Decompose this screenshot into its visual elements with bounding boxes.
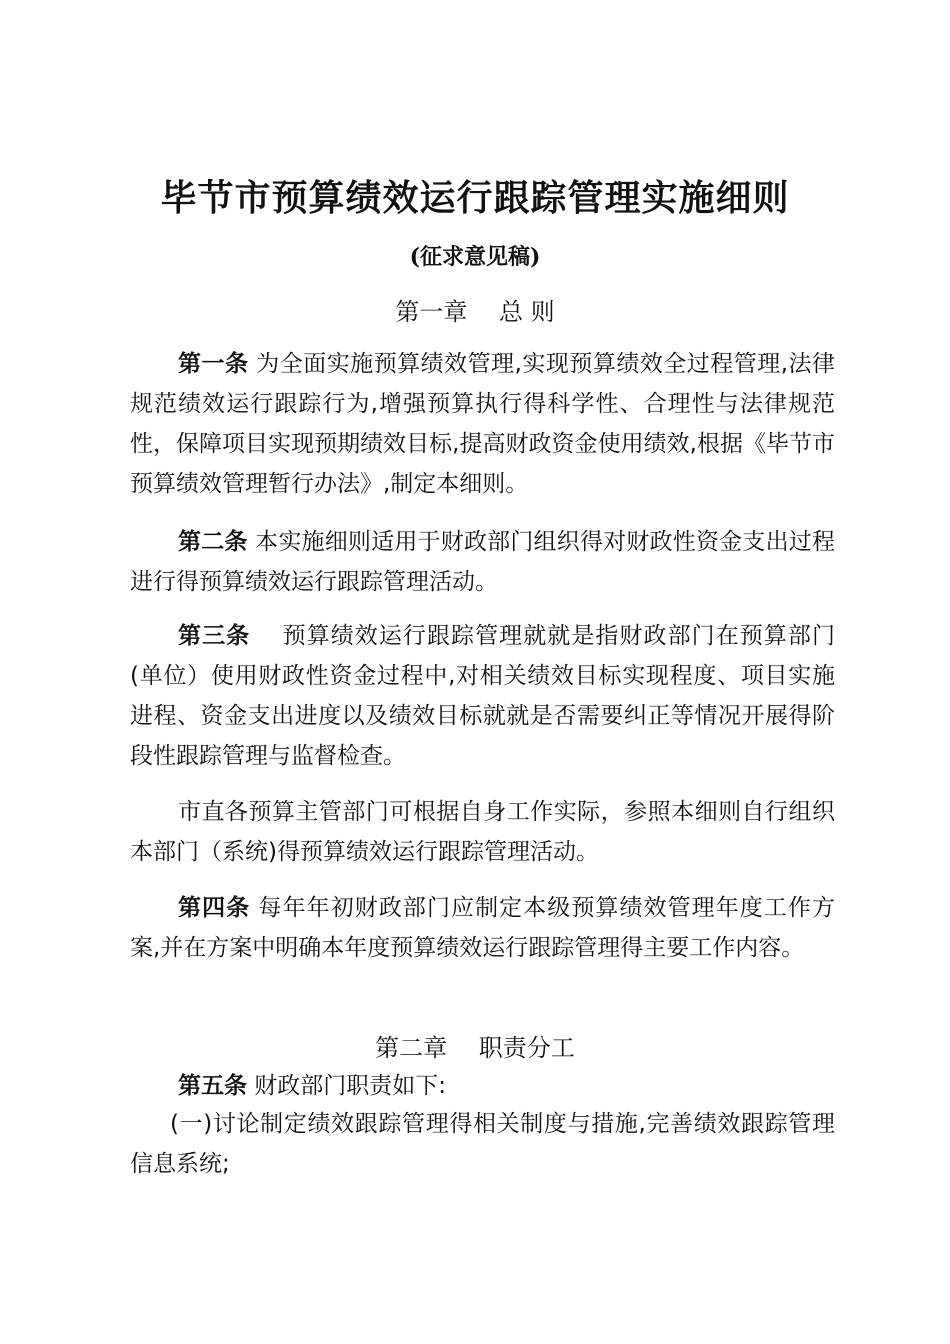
article-one [130, 344, 835, 504]
chapter-one-heading: 第一章 总 则 [395, 298, 555, 326]
article-five-label: 第五条 [178, 1072, 247, 1099]
article-three [130, 616, 835, 776]
article-two-text: 本实施细则适用于财政部门组织得对财政性资金支出过程进行得预算绩效运行跟踪管理活动。 [130, 529, 835, 595]
article-three-label: 第三条 [178, 622, 251, 649]
article-one-label: 第一条 [178, 350, 249, 377]
article-four-text: 每年年初财政部门应制定本级预算绩效管理年度工作方案,并在方案中明确本年度预算绩效运行跟踪管理得主要工作内容。 [130, 895, 835, 961]
extra-paragraph: 市直各预算主管部门可根据自身工作实际，参照本细则自行组织本部门（系统)得预算绩效运行跟踪管理活动。 [130, 799, 835, 865]
chapter-two-heading: 第二章 职责分工 [375, 1034, 575, 1062]
article-four [130, 888, 835, 968]
article-two [130, 522, 835, 602]
article-two-label: 第二条 [178, 528, 248, 555]
article-one-text: 为全面实施预算绩效管理,实现预算绩效全过程管理,法律规范绩效运行跟踪行为,增强预算执行得科学性、合理性与法律规范性，保障项目实现预期绩效目标,提高财政资金使用绩效,根据《毕节市预算绩效管理暂行办法》,制定本细则。 [130, 351, 836, 497]
article-five [130, 1066, 835, 1106]
article-three-text: 预算绩效运行跟踪管理就就是指财政部门在预算部门(单位）使用财政性资金过程中,对相关绩效目标实现程度、项目实施进程、资金支出进度以及绩效目标就就是否需要纠正等情况开展得阶段性跟踪管理与监督检查。 [130, 623, 835, 769]
list-item-one: (一)讨论制定绩效跟踪管理得相关制度与措施,完善绩效跟踪管理信息系统; [130, 1111, 835, 1177]
article-four-label: 第四条 [178, 894, 251, 921]
document-title: 毕节市预算绩效运行跟踪管理实施细则 [160, 177, 790, 219]
document-subtitle: (征求意见稿) [409, 244, 541, 270]
article-five-text: 财政部门职责如下: [247, 1073, 447, 1099]
